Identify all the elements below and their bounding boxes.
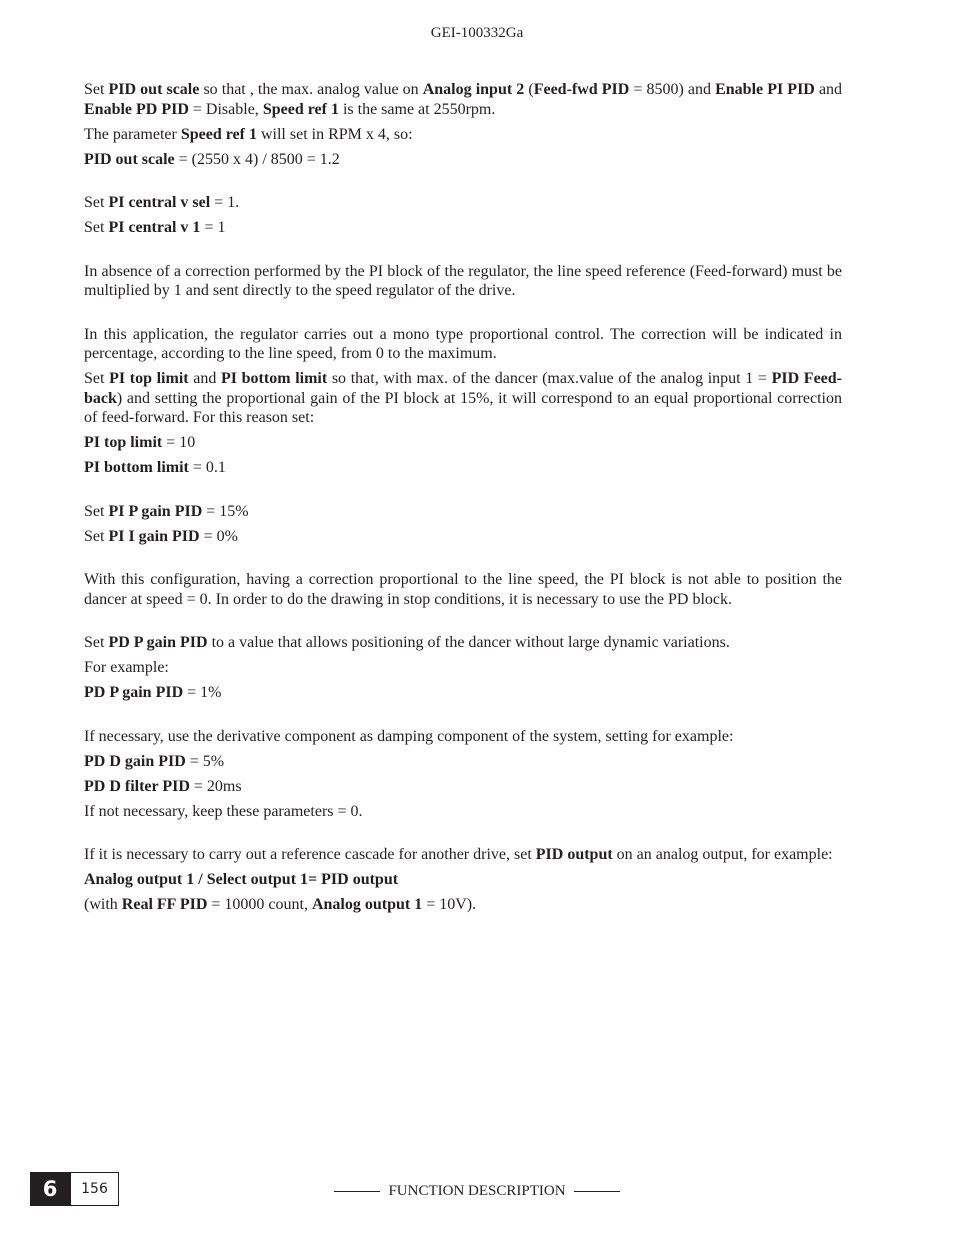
footer-rule-left (334, 1191, 380, 1192)
paragraph-reference-cascade: If it is necessary to carry out a reference cascade for another drive, set PID output on an analog output, for example: (84, 846, 833, 863)
paragraph-pi-limits: Set PI top limit and PI bottom limit so that, with max. of the dancer (max.value of the analog input 1 = PID Feed-back) and setting the proportional gain of the PI block at 15%, it will correspond to an equal proportional correction of feed-forward. For this reason set: (84, 370, 842, 426)
paragraph-derivative: If necessary, use the derivative component as damping component of the system, setting for example: (84, 727, 734, 745)
setting-pi-p-gain: Set PI P gain PID = 15% (84, 502, 249, 520)
setting-pi-central-v-1: Set PI central v 1 = 1 (84, 219, 226, 236)
page-body (84, 80, 842, 915)
paragraph-pd-p-gain: Set PD P gain PID to a value that allows positioning of the dancer without large dynamic variations. (84, 634, 730, 651)
setting-pi-i-gain: Set PI I gain PID = 0% (84, 527, 238, 545)
setting-pd-p-gain: PD P gain PID = 1% (84, 684, 222, 701)
paragraph-mono-control: In this application, the regulator carries out a mono type proportional control. The correction will be indicated in percentage, according to the line speed, from 0 to the maximum. (84, 325, 842, 362)
setting-pd-d-filter: PD D filter PID = 20ms (84, 777, 242, 795)
setting-pd-d-gain: PD D gain PID = 5% (84, 752, 225, 770)
setting-analog-output-select: Analog output 1 / Select output 1= PID output (84, 871, 399, 888)
formula-pid-out-scale: PID out scale = (2550 x 4) / 8500 = 1.2 (84, 150, 340, 168)
footer-rule-right (574, 1191, 620, 1192)
paragraph-not-necessary: If not necessary, keep these parameters = 0. (84, 802, 363, 820)
paragraph-real-ff-pid: (with Real FF PID = 10000 count, Analog output 1 = 10V). (84, 896, 477, 913)
document-id: GEI-100332Ga (430, 25, 524, 41)
paragraph-absence-correction: In absence of a correction performed by the PI block of the regulator, the line speed reference (Feed-forward) must be multiplied by 1 and sent directly to the speed regulator of the drive. (84, 262, 842, 299)
setting-pi-top-limit: PI top limit = 10 (84, 434, 196, 451)
paragraph-speed-ref-units: The parameter Speed ref 1 will set in RPM x 4, so: (84, 125, 413, 143)
paragraph-pid-out-scale: Set PID out scale so that , the max. analog value on Analog input 2 (Feed-fwd PID = 8500) and Enable PI PID and Enable PD PID = Disable, Speed ref 1 is the same at 2550rpm. (84, 81, 843, 118)
paragraph-configuration-note: With this configuration, having a correction proportional to the line speed, the PI block is not able to position the dancer at speed = 0. In order to do the drawing in stop conditions, it is necessary to use the PD block. (84, 571, 842, 608)
chapter-number-badge: 6 (30, 1172, 70, 1206)
setting-pi-central-v-sel: Set PI central v sel = 1. (84, 194, 240, 211)
footer-section-title: FUNCTION DESCRIPTION (0, 1183, 954, 1200)
setting-pi-bottom-limit: PI bottom limit = 0.1 (84, 459, 226, 476)
paragraph-for-example: For example: (84, 659, 169, 676)
page-number: 156 (70, 1172, 119, 1206)
